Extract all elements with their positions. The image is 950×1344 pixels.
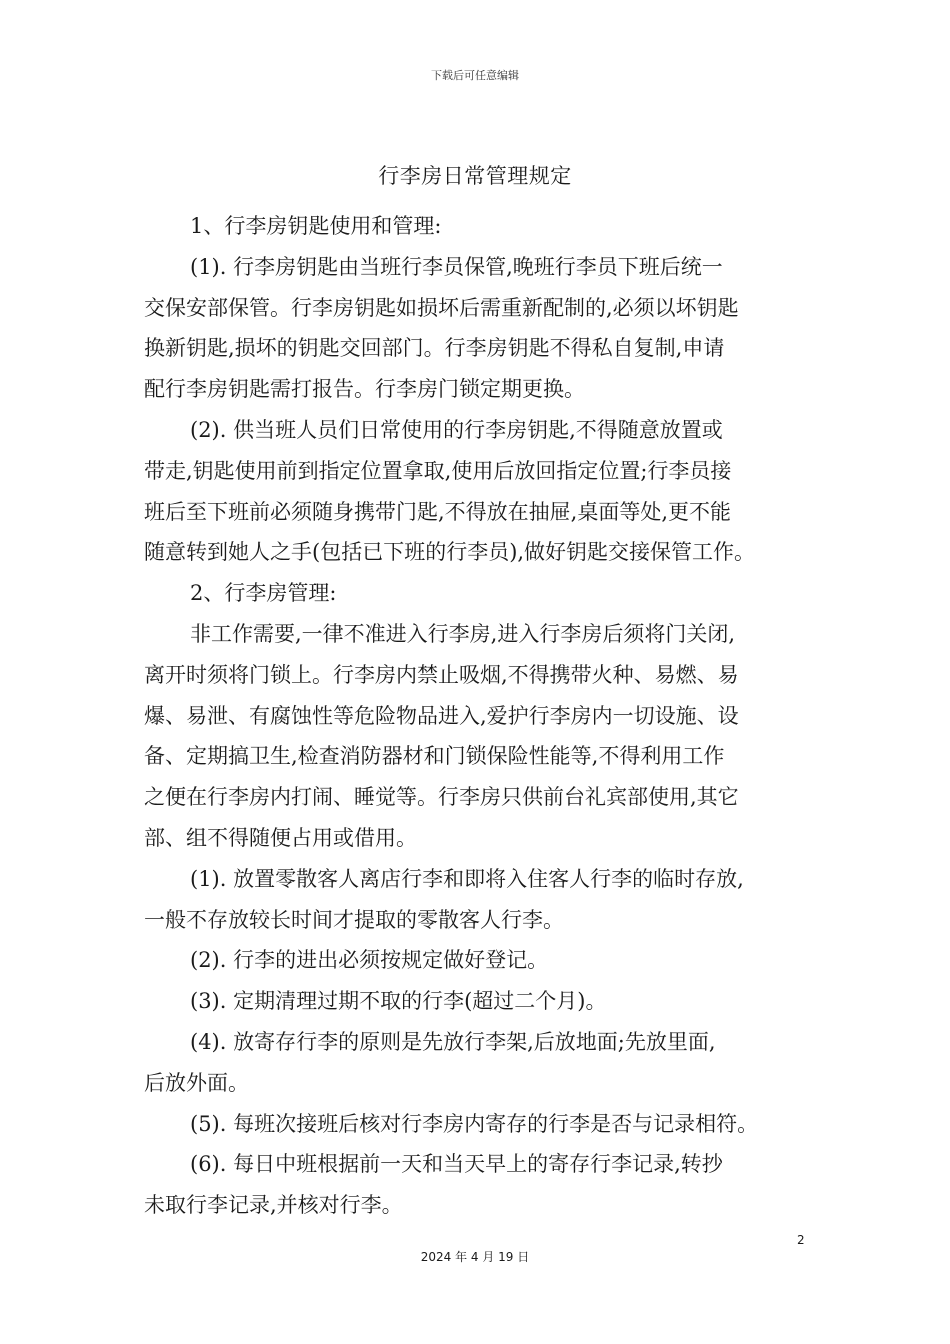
paragraph-line: 非工作需要,一律不准进入行李房,进入行李房后须将门关闭, [190,621,736,646]
paragraph-line: (2). 供当班人员们日常使用的行李房钥匙,不得随意放置或 [190,417,723,442]
paragraph-line: 随意转到她人之手(包括已下班的行李员),做好钥匙交接保管工作。 [144,540,756,565]
paragraph-line: 离开时须将门锁上。行李房内禁止吸烟,不得携带火种、易燃、易 [144,662,739,687]
paragraph-line: (1). 放置零散客人离店行李和即将入住客人行李的临时存放, [190,866,744,891]
paragraph-line: (5). 每班次接班后核对行李房内寄存的行李是否与记录相符。 [190,1111,759,1136]
paragraph-line: 换新钥匙,损坏的钥匙交回部门。行李房钥匙不得私自复制,申请 [144,336,725,361]
page-header: 下载后可任意编辑 [431,69,519,82]
page-number: 2 [797,1233,805,1247]
paragraph-line: 部、组不得随便占用或借用。 [144,825,417,850]
paragraph-line: 一般不存放较长时间才提取的零散客人行李。 [144,907,564,932]
paragraph-line: 备、定期搞卫生,检查消防器材和门锁保险性能等,不得利用工作 [144,744,725,769]
paragraph-line: (2). 行李的进出必须按规定做好登记。 [190,948,549,973]
paragraph-line: (4). 放寄存行李的原则是先放行李架,后放地面;先放里面, [190,1029,716,1054]
paragraph-line: 配行李房钥匙需打报告。行李房门锁定期更换。 [144,377,585,402]
paragraph-line: (6). 每日中班根据前一天和当天早上的寄存行李记录,转抄 [190,1152,723,1177]
paragraph-line: 未取行李记录,并核对行李。 [144,1193,403,1218]
paragraph-line: (3). 定期清理过期不取的行李(超过二个月)。 [190,989,607,1014]
document-title: 行李房日常管理规定 [378,164,572,188]
footer-date: 2024 年 4 月 19 日 [420,1250,530,1264]
paragraph-line: 爆、易泄、有腐蚀性等危险物品进入,爱护行李房内一切设施、设 [144,703,739,728]
paragraph-line: 后放外面。 [144,1070,249,1095]
paragraph-line: 交保安部保管。行李房钥匙如损坏后需重新配制的,必须以坏钥匙 [144,295,739,320]
section-heading: 1、行李房钥匙使用和管理: [190,214,442,238]
section-heading: 2、行李房管理: [190,581,337,606]
paragraph-line: 带走,钥匙使用前到指定位置拿取,使用后放回指定位置;行李员接 [144,458,732,483]
paragraph-line: (1). 行李房钥匙由当班行李员保管,晚班行李员下班后统一 [190,254,723,279]
paragraph-line: 班后至下班前必须随身携带门匙,不得放在抽屉,桌面等处,更不能 [144,499,732,524]
paragraph-line: 之便在行李房内打闹、睡觉等。行李房只供前台礼宾部使用,其它 [144,785,739,810]
document-body [144,206,824,1226]
